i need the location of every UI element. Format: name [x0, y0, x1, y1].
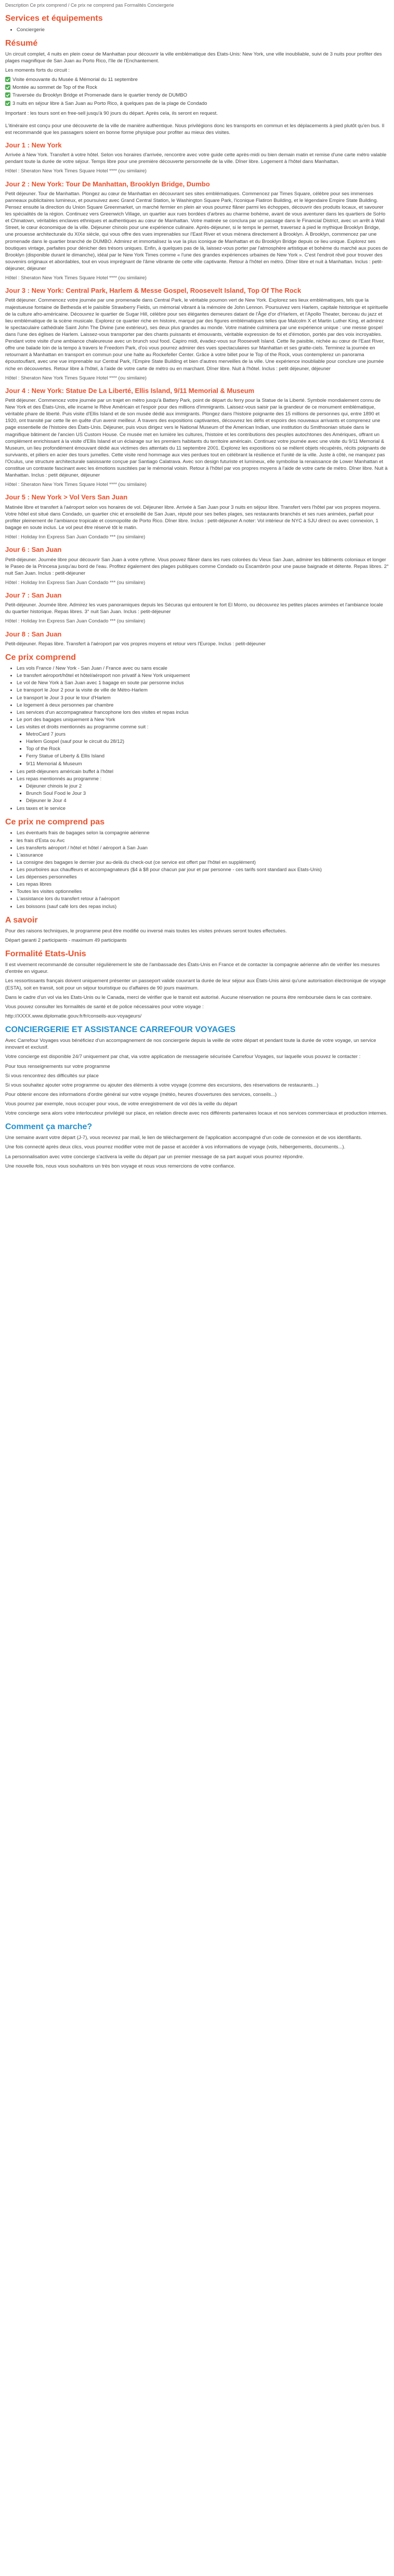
check-icon [5, 77, 10, 82]
list-item: • Le transport le Jour 3 pour le tour d'Harlem [17, 695, 389, 701]
day-8-text: Petit-déjeuner. Repas libre. Transfert à l'aéroport par vos propres moyens et retour vers l'Europe. Inclus : petit-déjeuner [5, 641, 266, 647]
includes-list [5, 665, 389, 812]
included-visits-list [17, 731, 389, 767]
highlight-text: Visite émouvante du Musée & Mémorial du 11 septembre [12, 77, 138, 83]
list-item-text: Les repas mentionnés au programme : [17, 776, 102, 782]
excludes-title: Ce prix ne comprend pas [5, 818, 105, 827]
formalites-p2: Les ressortissants français doivent uniquement présenter un passeport valide couvrant la durée de leur séjour aux États-Unis ainsi qu'une autorisation électronique de voyage (ESTA), soit en transit, soit pour un séjour touristique ou d'affaires de 90 jours maximum. [5, 978, 386, 991]
list-item: • Toutes les visites optionnelles [17, 888, 389, 895]
list-item: • Les transferts aéroport / hôtel et hôtel / aéroport à San Juan [17, 845, 389, 851]
services-title: Services et équipements [5, 14, 103, 23]
conciergerie-bullet: Si vous rencontrez des difficultés sur place [5, 1073, 99, 1079]
list-item: • Les pourboires aux chauffeurs et accompagnateurs ($4 à $8 pour chacun par jour et par personne - ces tarifs sont standard aux Etats-Unis) [17, 866, 389, 873]
highlight-text: Traversée du Brooklyn Bridge et Promenade dans le quartier trendy de DUMBO [12, 92, 188, 99]
list-item: • L'assistance lors du transfert retour à l'aéroport [17, 896, 389, 902]
list-item [17, 724, 389, 767]
list-item: ▪ Ferry Statue of Liberty & Ellis Island [26, 753, 389, 760]
list-item: ▪ MetroCard 7 jours [26, 731, 389, 738]
day-6-title: Jour 6 : San Juan [5, 546, 62, 554]
list-item-text: Les visites et droits mentionnés au programme comme suit : [17, 724, 149, 730]
day-1-text: Arrivée à New York. Transfert à votre hôtel. Selon vos horaires d'arrivée, rencontre avec votre guide cette après-midi ou bien demain matin et remise d'une carte métro valable pendant toute la durée de votre séjour. Temps libre pour une première découverte personnelle de la ville. Dîner libre. Logement à l'hôtel dans Manhattan. [5, 152, 387, 165]
resume-title: Résumé [5, 38, 38, 48]
day-3-hotel: Hôtel : Sheraton New York Times Square Hotel **** (ou similaire) [5, 375, 147, 381]
included-meals-list [17, 783, 389, 804]
list-item: ▪ Déjeuner chinois le jour 2 [26, 783, 389, 790]
day-3-title: Jour 3 : New York: Central Park, Harlem & Messe Gospel, Roosevelt Island, Top Of The Rock [5, 287, 301, 295]
conciergerie-bullet: Pour obtenir encore des informations d'ordre général sur votre voyage (météo, heures d'ouvertures des services, conseils...) [5, 1091, 277, 1097]
conciergerie-bullet: Vous pourrez par exemple, nous occuper pour vous, de votre enregistrement de vol dès la veille du départ [5, 1101, 238, 1107]
day-1-hotel: Hôtel : Sheraton New York Times Square Hotel **** (ou similaire) [5, 168, 147, 174]
day-5-text: Matinée libre et transfert à l'aéroport selon vos horaires de vol. Déjeuner libre. Arrivée à San Juan pour 3 nuits en séjour libre. Transfert vers l'hôtel par vos propres moyens. Votre hôtel est situé dans Condado, un quartier chic et ensoleillé de San Juan, réputé pour ses belles plages, ses restaurants branchés et ses rues animées, parfait pour profiter pleinement de l'ambiance tropicale et cosmopolite de Porto Rico. Dîner libre. Inclus : petit-déjeuner A noter: Vol intérieur de NYC à SJU direct ou avec connexion, 1 bagage en soute inclus. Le vol peut être réservé tôt le matin. [5, 504, 381, 531]
a-savoir-text: Pour des raisons techniques, le programme peut être modifié ou inversé mais toutes les visites prévues seront toutes effectuées. [5, 928, 287, 934]
list-item: • La consigne des bagages le dernier jour au-delà du check-out (ce service est offert par l'hôtel en supplément) [17, 859, 389, 866]
day-5-hotel: Hôtel : Holiday Inn Express San Juan Condado *** (ou similaire) [5, 534, 146, 540]
comment-p4: Une nouvelle fois, nous vous souhaitons un très bon voyage et nous vous remercions de votre confiance. [5, 1163, 235, 1169]
conciergerie-p3: Votre concierge sera alors votre interlocuteur privilégié sur place, en relation directe avec nos différents partenaires locaux et nos services commerciaux et production internes. [5, 1110, 388, 1117]
resume-important: Important : les tours sont en free-sell jusqu'à 90 jours du départ. Après cela, ils seront en request. [5, 110, 218, 116]
services-list [5, 26, 389, 33]
day-5-title: Jour 5 : New York > Vol Vers San Juan [5, 493, 128, 501]
day-7-title: Jour 7 : San Juan [5, 591, 62, 599]
list-item: ▪ 9/11 Memorial & Museum [26, 761, 389, 767]
formalites-p4: Vous pouvez consulter les formalités de santé et de police nécessaires pour votre voyage : [5, 1004, 204, 1010]
formalites-p3: Dans le cadre d'un vol via les Etats-Unis ou le Canada, merci de vérifier que le transit est autorisé. Aucune réservation ne pourra être remboursée dans le cas contraire. [5, 994, 372, 1000]
list-item: ▪ Déjeuner le Jour 4 [26, 797, 389, 804]
day-7-text: Petit-déjeuner. Journée libre. Admirez les vues panoramiques depuis les Sécuras qui entourent le fort El Morro, ou découvrez les petites places animées et l'ambiance locale du quartier historique. Repas libres. 3° nuit San Juan. Inclus : petit-déjeuner [5, 602, 383, 615]
comment-p1: Une semaine avant votre départ (J-7), vous recevrez par mail, le lien de téléchargement de l'application accompagné d'un code de connexion et de vos identifiants. [5, 1135, 362, 1141]
list-item: • Le vol de New York à San Juan avec 1 bagage en soute par personne inclus [17, 680, 389, 686]
top-nav-line: Description Ce prix comprend / Ce prix ne comprend pas Formalités Conciergerie [5, 3, 174, 8]
formalites-p1: Il est vivement recommandé de consulter régulièrement le site de l'ambassade des États-Unis en France et de contacter la compagnie aérienne afin de vérifier les mesures d'entrée en vigueur. [5, 962, 380, 975]
list-item: • les frais d'Esta ou Avc [17, 837, 389, 844]
day-8-title: Jour 8 : San Juan [5, 630, 62, 638]
conciergerie-bullet: Si vous souhaitez ajouter votre programme ou ajouter des éléments à votre voyage (comme des excursions, des réservations de restaurants...) [5, 1082, 319, 1088]
list-item: ▪ Brunch Soul Food le Jour 3 [26, 790, 389, 797]
highlight-item [5, 84, 389, 91]
page [0, 0, 394, 1185]
day-1-title: Jour 1 : New York [5, 141, 62, 149]
list-item: • Le transfert aéroport/hôtel et hôtel/aéroport non privatif à New York uniquement [17, 672, 389, 679]
check-icon [5, 85, 10, 90]
includes-title: Ce prix comprend [5, 653, 76, 662]
list-item: ▪ Harlem Gospel (sauf pour le circuit du 28/12) [26, 738, 389, 745]
day-2-hotel: Hôtel : Sheraton New York Times Square Hotel **** (ou similaire) [5, 275, 147, 281]
highlights-list [5, 76, 389, 106]
day-4-text: Petit déjeuner. Commencez votre journée par un trajet en métro jusqu'à Battery Park, point de départ du ferry pour la Statue de la Liberté. Symbole mondialement connu de New York et des États-Unis, elle incarne le Rêve Américain et l'espoir pour des millions d'immigrants. Laissez-vous saisir par la grandeur de ce monument emblématique, véritable phare de liberté. Puis visite d'Ellis Island et de son musée dédié aux immigrants. Plongez dans l'histoire poignante des 15 millions de personnes qui, entre 1890 et 1920, ont transité par cette île en quête d'un avenir meilleur. À travers des expositions captivantes, découvrez les défis et espoirs des nouveaux arrivants et comprenez une page essentielle de l'histoire des États-Unis. Déjeuner, puis vous dirigez vers le National Museum of the American Indian, une institution du Smithsonian située dans le magnifique bâtiment de l'ancien US Custom House. Ce musée met en lumière les cultures, l'histoire et les contributions des peuples autochtones des Amériques, offrant un complément enrichissant à la visite d'Ellis Island et un éclairage sur les premiers habitants du territoire américain. Continuez votre journée avec une visite du 9/11 Memorial & Museum, un lieu profondément émouvant dédié aux victimes des attentats du 11 septembre 2001. Explorez les expositions où se mêlent objets récupérés, récits poignants de survivants, et piliers en acier des tours jumelles. Cette visite rend hommage aux vies perdues tout en célébrant la résilience et l'unité de la ville. Juste à côté, ne manquez pas l'Oculus, une structure architecturale saisissante conçue par Santiago Calatrava. Avec son design futuriste et lumineux, elle symbolise la renaissance de Lower Manhattan et constitue un contraste fascinant avec les émotions suscitées par le mémorial voisin. Retour à l'hôtel par vos propres moyens à l'aide de votre carte de métro. Dîner libre. Nuit à Manhattan. Inclus : petit déjeuner, déjeuner [5, 398, 388, 479]
list-item: • Le logement à deux personnes par chambre [17, 702, 389, 709]
list-item [17, 776, 389, 804]
comment-p3: La personnalisation avec votre concierge s'activera la veille du départ par un premier message de sa part auquel vous pourrez répondre. [5, 1154, 304, 1160]
a-savoir-departure: Départ garanti 2 participants - maximum 49 participants [5, 937, 127, 943]
conciergerie-title: CONCIERGERIE ET ASSISTANCE CARREFOUR VOYAGES [5, 1025, 236, 1035]
list-item: • Les vols France / New York - San Juan / France avec ou sans escale [17, 665, 389, 672]
check-icon [5, 101, 10, 106]
list-item: • Les taxes et le service [17, 805, 389, 812]
list-item: • Conciergerie [17, 26, 389, 33]
resume-intro: Un circuit complet, 4 nuits en plein coeur de Manhattan pour découvrir la ville emblématique des Etats-Unis: New York, une ville inoubliable, suivi de 3 nuits pour profiter des plages magnifique de San Juan au Porto Rico, l'île de l'Enchantement. [5, 51, 382, 64]
list-item: • L'assurance [17, 852, 389, 859]
list-item: • Les petit-déjeuners américain buffet à l'hôtel [17, 768, 389, 775]
list-item: • Les boissons (sauf café lors des repas inclus) [17, 903, 389, 910]
formalites-title: Formalité Etats-Unis [5, 950, 86, 959]
list-item: • Les repas libres [17, 881, 389, 888]
day-2-title: Jour 2 : New York: Tour De Manhattan, Brooklyn Bridge, Dumbo [5, 180, 210, 188]
a-savoir-title: A savoir [5, 915, 38, 925]
list-item: • Les éventuels frais de bagages selon la compagnie aérienne [17, 830, 389, 836]
formalites-link[interactable]: http://XXXX.www.diplomatie.gouv.fr/fr/conseils-aux-voyageurs/ [5, 1013, 142, 1019]
check-icon [5, 92, 10, 98]
highlight-text: 3 nuits en séjour libre à San Juan au Porto Rico, à quelques pas de la plage de Condado [12, 100, 207, 106]
list-item: • Le transport le Jour 2 pour la visite de ville de Métro-Harlem [17, 687, 389, 694]
day-2-text: Petit déjeuner. Tour de Manhattan. Plongez au cœur de Manhattan en découvrant ses sites emblématiques. Commencez par Times Square, célèbre pour ses immenses panneaux publicitaires lumineux, et poursuivez avec Grand Central Station, le Washington Square Park, l'iconique Flatiron Building, et le légendaire Empire State Building. Pensez ensuite la direction du Union Square Greenmarket, un marché fermier en plein air vous pourrez flâner parmi les échoppes, découvrir des produits locaux, et savourer les spécialités de la région. Continuez vers Greenwich Village, un quartier aux rues bordées d'arbres au charme bohème, avant de vous aventurer dans les quartiers de SoHo et Chinatown, véritables enclaves ethniques et authentiques au cœur de Manhattan. Votre matinée se conclura par un passage dans le Financial District, avec un arrêt à Wall Street, le cœur économique de la ville. Déjeuner chinois pour une expérience culinaire. Après-déjeuner, si le temps le permet, traversez à pied le mythique Brooklyn Bridge, une prouesse architecturale du XIXe siècle, qui vous offre des vues imprenables sur l'East River et vous mènera directement à Brooklyn. À Brooklyn, commencez par une promenade dans le quartier branché de DUMBO. Admirez et immortalisez la vue la plus iconique de Manhattan et du Brooklyn Bridge depuis ce lieu unique. Explorez ses boutiques vintage, parfaites pour dénicher des trésors uniques. Enfin, à quelques pas de là, laissez-vous porter par l'atmosphère artistique et bohème du marché aux puces de Brooklyn (disponible durant le dimanche), idéal par le New York Times comme « l'une des grandes expériences urbaines de New York ». C'est l'endroit rêvé pour trouver des souvenirs originaux et abordables, tout en vous imprégnant de l'âme vibrante de cette ville captivante. Retour à l'hôtel en métro. Dîner libre et nuit à Manhattan. Inclus : petit-déjeuner, déjeuner [5, 191, 388, 272]
list-item: • Les dépenses personnelles [17, 874, 389, 880]
conciergerie-bullet: Pour tous renseignements sur votre programme [5, 1063, 110, 1069]
day-6-text: Petit-déjeuner. Journée libre pour découvrir San Juan à votre rythme. Vous pouvez flâner dans les rues colorées du Vieux San Juan, admirer les bâtiments coloniaux et longer le Paseo de la Princesa jusqu'au bord de l'eau. Profitez également des plages publiques comme Condado ou Escambrón pour une pause baignade et détente. Repas libres. 2° nuit San Juan. Inclus : petit-déjeuner [5, 557, 389, 576]
highlight-item [5, 100, 389, 107]
day-4-title: Jour 4 : New York: Statue De La Liberté, Ellis Island, 9/11 Memorial & Museum [5, 386, 255, 395]
day-3-text: Petit déjeuner. Commencez votre journée par une promenade dans Central Park, le véritable poumon vert de New York. Explorez ses lieux emblématiques, tels que la majestueuse fontaine de Bethesda et le paisible Strawberry Fields, un mémorial vibrant à la mémoire de John Lennon. Poursuivez vers Harlem, capitale historique et spirituelle de la culture afro-américaine. Découvrez le quartier de Sugar Hill, célèbre pour ses élégantes demeures datant de l'Âge d'or d'Harlem, et l'Apollo Theater, berceau du jazz et lieu emblématique de la scène musicale. Explorez ce quartier riche en histoire, marqué par des figures emblématiques telles que Malcolm X et Martin Luther King, et admirez le spectaculaire cathédrale Saint John The Divine (une extérieur), ses deux plus grandes au monde. Votre matinée culminera par une expérience unique : une messe gospel dans l'une des églises de Harlem. Laissez-vous transporter par des chants puissants et émouvants, véritable expression de foi et d'émotion, portés par des voix incroyables. Pendant votre visite d'une ambiance chaleureuse avec un brunch soul food. Capiro midi, évadez-vous sur Roosevelt Island. Cette île paisible, nichée au cœur de l'East River, offre une balade loin de la tempo à travers le Freedom Park, d'où vous pourrez admirer des vues spectaculaires sur Manhattan et ses gratte-ciels. Terminez la journée en retournant à Manhattan en transport en commun pour une halte au Rockefeller Center. Grâce à votre billet pour le Top of the Rock, vous contemplerez un panorama époustouflant, avec une vue imprenable sur Central Park, l'Empire State Building et bien d'autres merveilles de la ville. Une expérience inoubliable pour conclure une journée riche en découvertes. Retour libre à l'hôtel, à l'aide de votre carte de métro ou en marchant. Dîner libre. Nuit à l'hôtel. Inclus : petit déjeuner, déjeuner [5, 297, 388, 372]
comment-p2: Une fois connecté après deux clics, vous pourrez modifier votre mot de passe et accéder à vos informations de voyage (vols, hébergements, documents...). [5, 1144, 346, 1150]
highlight-item [5, 76, 389, 83]
comment-title: Comment ça marche? [5, 1122, 93, 1132]
resume-note: L'itinéraire est conçu pour une découverte de la ville de manière authentique. Nous privilégions donc les transports en commun et les déplacements à pied plutôt qu'en bus. Il est recommandé que les passagers soient en bonne forme physique pour profiter au mieux des visites. [5, 123, 385, 135]
day-7-hotel: Hôtel : Holiday Inn Express San Juan Condado *** (ou similaire) [5, 618, 146, 625]
list-item: • Le port des bagages uniquement à New York [17, 716, 389, 723]
day-6-hotel: Hôtel : Holiday Inn Express San Juan Condado *** (ou similaire) [5, 579, 146, 586]
highlight-text: Montée au sommet de Top of the Rock [12, 85, 97, 91]
conciergerie-p1: Avec Carrefour Voyages vous bénéficiez d'un accompagnement de nos conciergerie depuis la veille de votre départ et pendant toute la durée de votre voyage, un service innovant et exclusif. [5, 1038, 376, 1051]
list-item: ▪ Top of the Rock [26, 745, 389, 752]
conciergerie-p2: Votre concierge est disponible 24/7 uniquement par chat, via votre application de messagerie sécurisée Carrefour Voyages, sur laquelle vous pouvez le contacter : [5, 1054, 361, 1060]
list-item: • Les services d'un accompagnateur francophone lors des visites et repas inclus [17, 709, 389, 716]
day-4-hotel: Hôtel : Sheraton New York Times Square Hotel **** (ou similaire) [5, 482, 147, 488]
excludes-list [5, 830, 389, 910]
resume-moments: Les moments forts du circuit : [5, 67, 70, 74]
highlight-item [5, 92, 389, 99]
